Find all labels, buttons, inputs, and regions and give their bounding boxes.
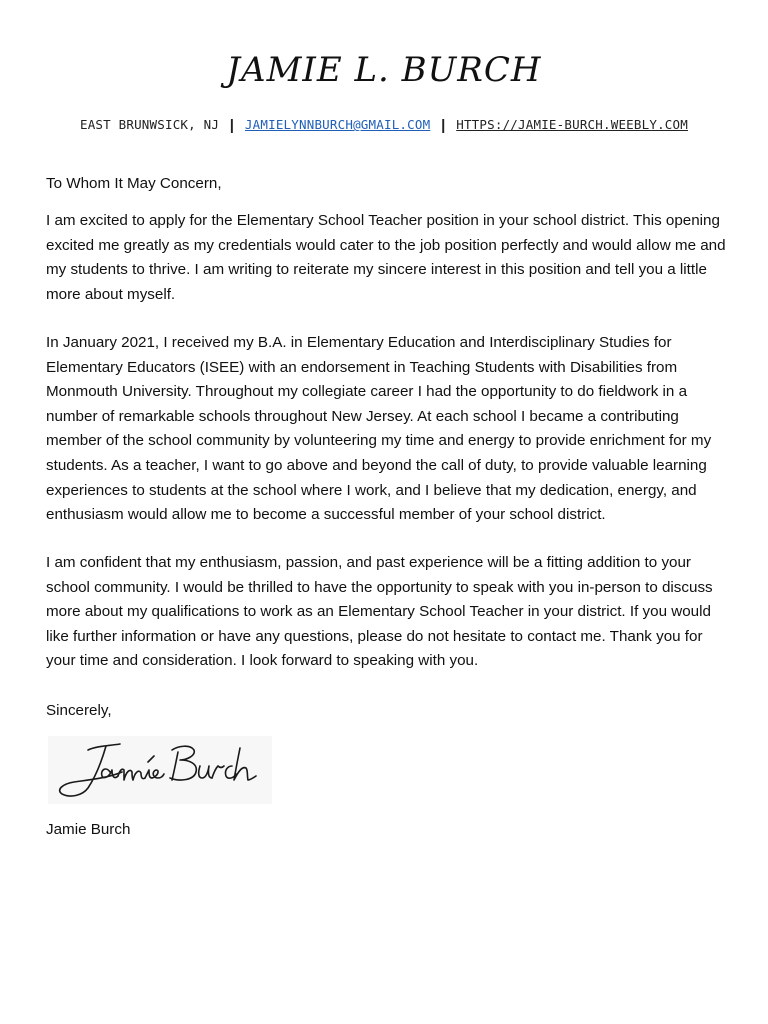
contact-line — [0, 116, 768, 133]
separator-2: | — [441, 117, 446, 134]
applicant-name-heading: JAMIE L. BURCH — [226, 50, 542, 90]
paragraph-closing-statement: I am confident that my enthusiasm, passion, and past experience will be a fitting addition to your school community. I would be thrilled to have the opportunity to speak with you in-person to discuss more about my qualifications to work as an Elementary School Teacher in your district. If you would like further information or have any questions, please do not hesitate to contact me. Thank you for your time and consideration. I look forward to speaking with you. — [46, 554, 713, 670]
salutation: To Whom It May Concern, — [46, 175, 222, 192]
email-link[interactable]: JAMIELYNNBURCH@GMAIL.COM — [244, 117, 431, 132]
paragraph-intro: I am excited to apply for the Elementary School Teacher position in your school district. This opening excited me greatly as my credentials would cater to the job position perfectly and would allow me and my students to thrive. I am writing to reiterate my sincere interest in this position and tell you a little more about myself. — [46, 212, 726, 303]
separator-1: | — [229, 117, 235, 134]
handwritten-signature — [48, 736, 272, 804]
website-link[interactable]: HTTPS://JAMIE-BURCH.WEEBLY.COM — [456, 117, 688, 132]
signer-name: Jamie Burch — [46, 821, 131, 838]
closing-valediction: Sincerely, — [46, 702, 112, 719]
paragraph-education: In January 2021, I received my B.A. in Elementary Education and Interdisciplinary Studies for Elementary Educators (ISEE) with an endorsement in Teaching Students with Disabilities from Monmouth University. Throughout my collegiate career I had the opportunity to do fieldwork in a number of remarkable schools throughout New Jersey. At each school I became a contributing member of the school community by volunteering my time and energy to provide enrichment for my students. As a teacher, I want to go above and beyond the call of duty, to provide valuable learning experiences to students at the school where I work, and I believe that my dedication, energy, and enthusiasm would allow me to become a successful member of your school district. — [46, 334, 712, 524]
location-text: EAST BRUNWSICK, NJ — [79, 117, 220, 132]
